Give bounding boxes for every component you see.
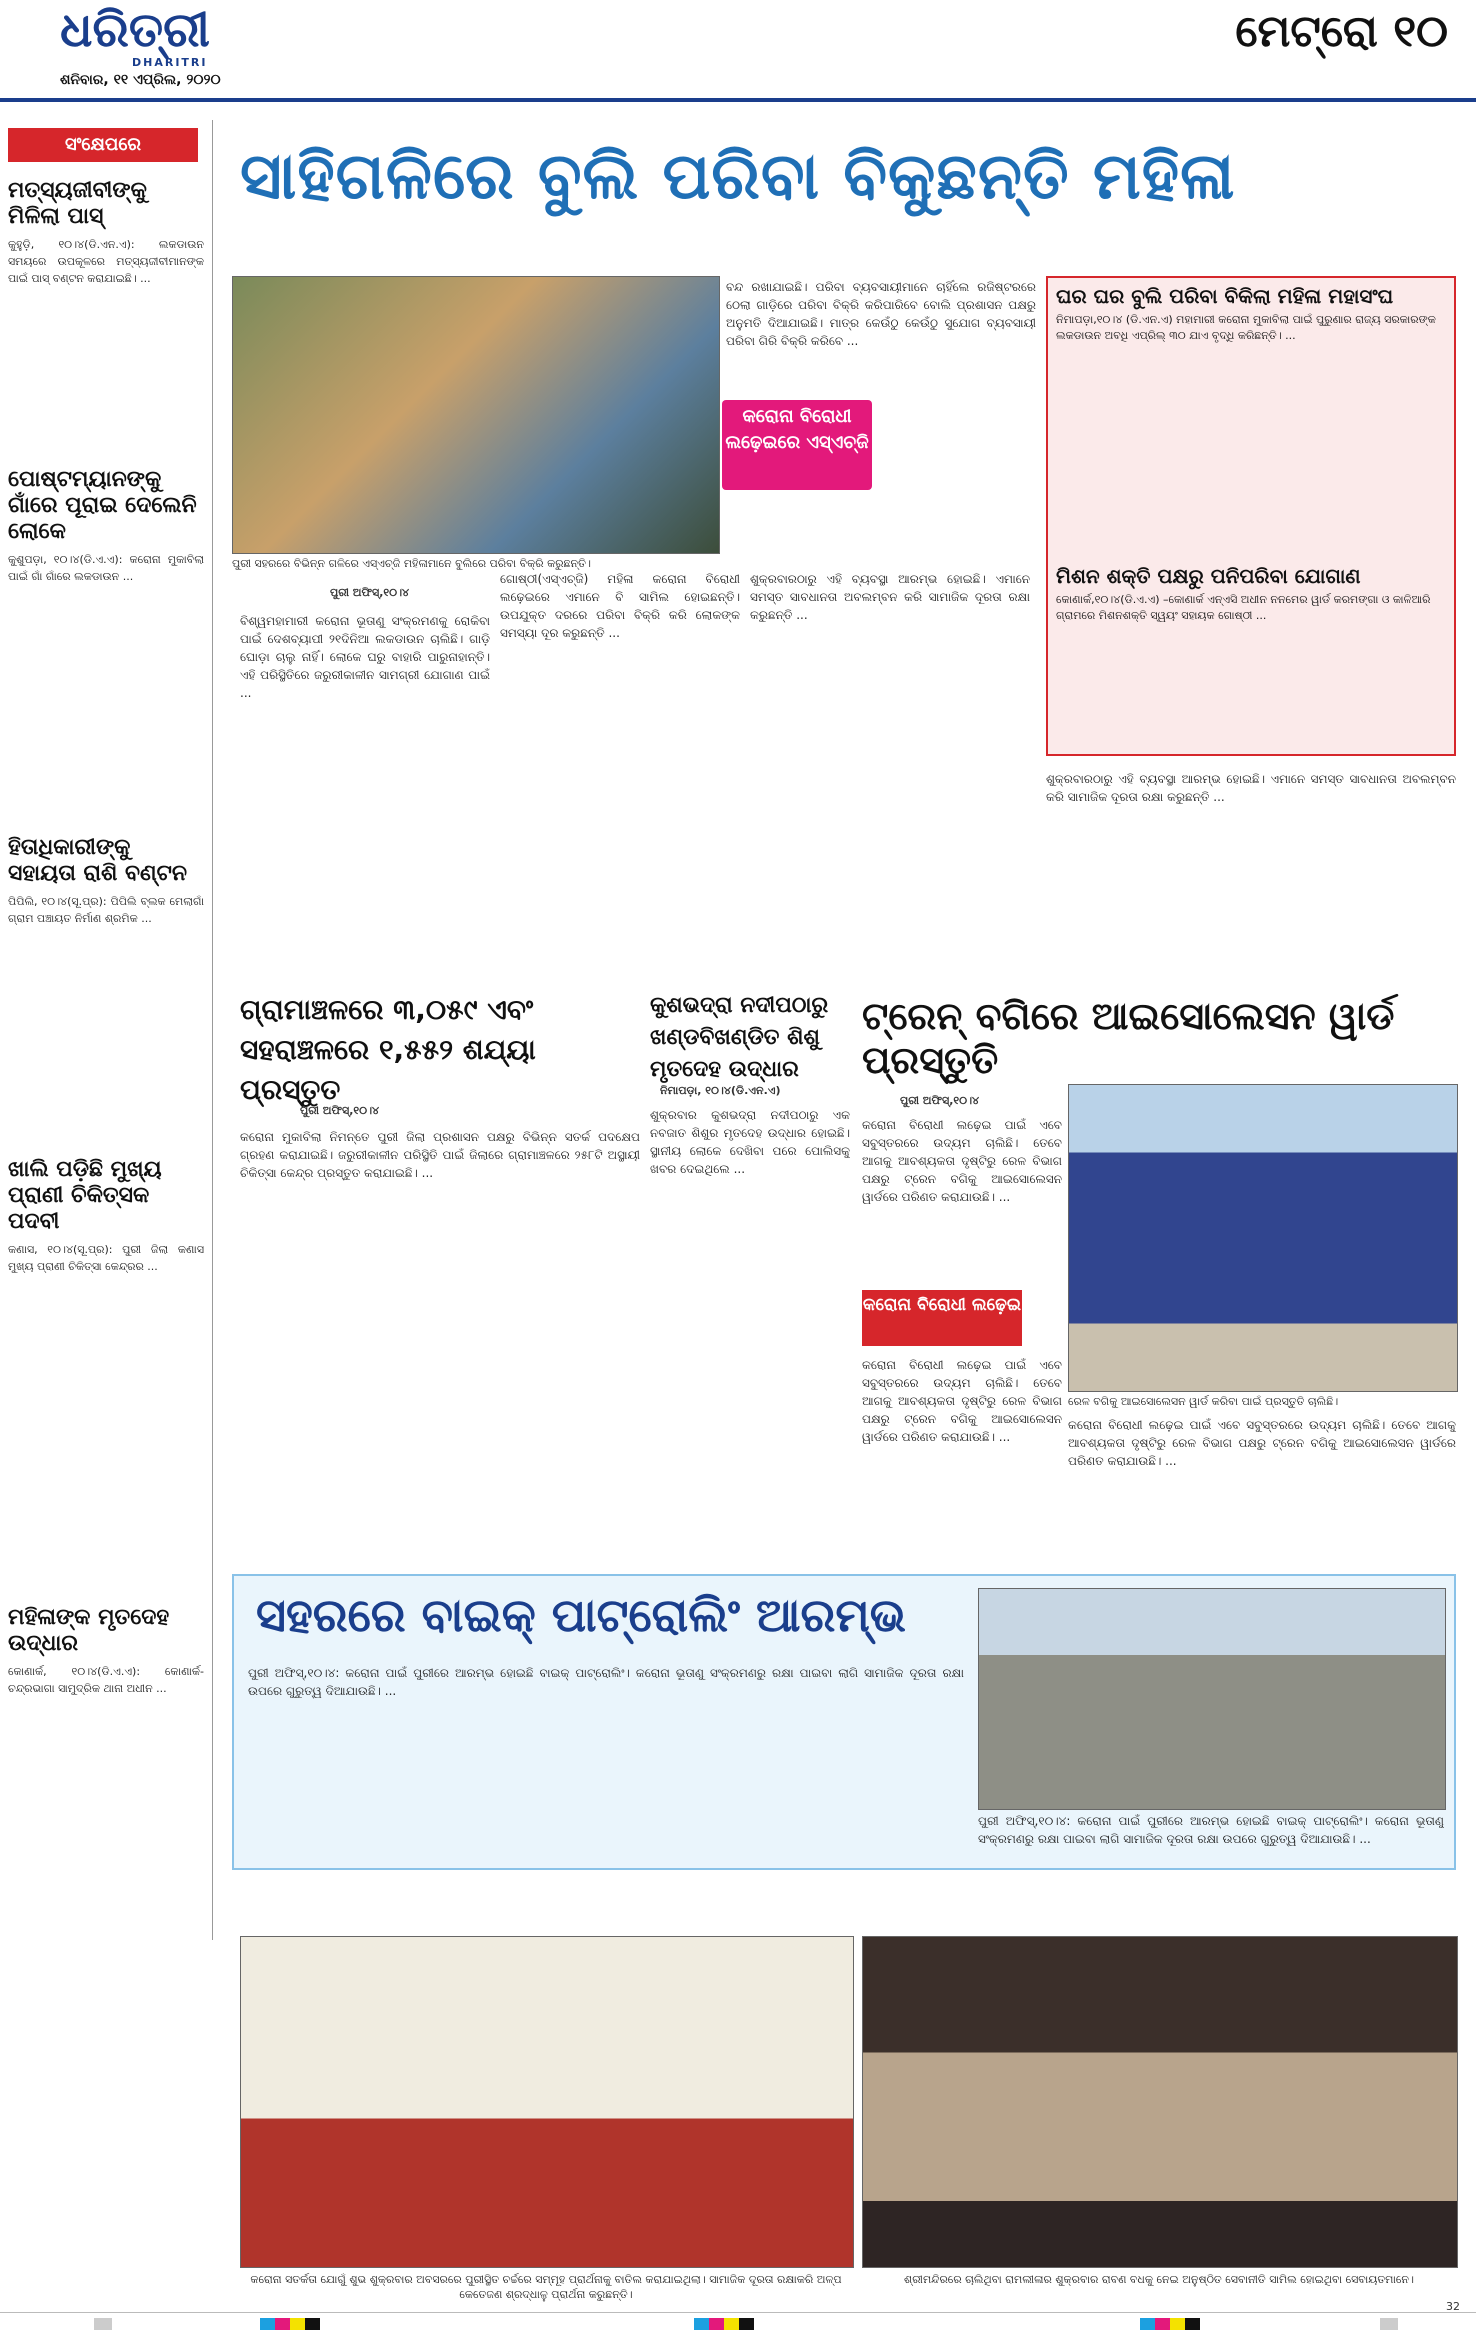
- side-box-title-2: ମିଶନ ଶକ୍ତି ପକ୍ଷରୁ ପନିପରିବା ଯୋଗାଣ: [1056, 564, 1361, 588]
- train-photo-caption: ରେଳ ବଗିକୁ ଆଇସୋଲେସନ ୱାର୍ଡ କରିବା ପାଇଁ ପ୍ରସ୍ତୁତି ଚାଲିଛି।: [1068, 1395, 1339, 1408]
- lead-body-4: ଶୁକ୍ରବାରଠାରୁ ଏହି ବ୍ୟବସ୍ଥା ଆରମ୍ଭ ହୋଇଛି। ଏମାନେ ସମସ୍ତ ସାବଧାନତା ଅବଲମ୍ବନ କରି ସାମାଜିକ ଦୂରତା ରକ୍ଷା କରୁଛନ୍ତି ...: [750, 572, 1030, 622]
- bike-patrol-photo: [978, 1588, 1446, 1810]
- river-byline: ନିମାପଡ଼ା, ୧୦।୪(ଡି.ଏନ.ଏ): [660, 1084, 781, 1097]
- church-photo: [240, 1936, 854, 2268]
- vegetable-vendor-photo: [232, 276, 720, 554]
- brief-item: [8, 178, 204, 287]
- bike-body-2: ପୁରୀ ଅଫିସ୍,୧୦।୪: କରୋନା ପାଇଁ ପୁରୀରେ ଆରମ୍ଭ ହୋଇଛି ବାଇକ୍ ପାଟ୍ରୋଲିଂ। କରୋନା ଭୂତାଣୁ ସଂକ୍ରମଣରୁ ରକ୍ଷା ପାଇବା ଲାଗି ସାମାଜିକ ଦୂରତା ରକ୍ଷା ଉପରେ ଗୁରୁତ୍ୱ ଦିଆଯାଉଛି। ...: [978, 1814, 1444, 1846]
- beds-body: କରୋନା ମୁକାବିଲା ନିମନ୍ତେ ପୁରୀ ଜିଲା ପ୍ରଶାସନ ପକ୍ଷରୁ ବିଭିନ୍ନ ସତର୍କ ପଦକ୍ଷେପ ଗ୍ରହଣ କରାଯାଇଛି। ଜରୁରୀକାଳୀନ ପରିସ୍ଥିତି ପାଇଁ ଜିଲାରେ ଗ୍ରାମାଞ୍ଚଳରେ ୨୫୮ଟି ଅସ୍ଥାୟୀ ଚିକିତ୍ସା କେନ୍ଦ୍ର ପ୍ରସ୍ତୁତ କରାଯାଇଛି। ...: [240, 1130, 640, 1180]
- brief-title: ମହିଳାଙ୍କ ମୃତଦେହ ଉଦ୍ଧାର: [8, 1605, 170, 1656]
- brief-text: କୋଣାର୍କ, ୧୦।୪(ଡି.ଏ.ଏ): କୋଣାର୍କ-ଚନ୍ଦ୍ରଭାଗା ସାମୁଦ୍ରିକ ଥାନା ଅଧୀନ ...: [8, 1665, 204, 1695]
- lead-body-2: ବିଶ୍ୱମହାମାରୀ କରୋନା ଭୂତାଣୁ ସଂକ୍ରମଣକୁ ରୋକିବା ପାଇଁ ଦେଶବ୍ୟାପୀ ୨୧ଦିନିଆ ଲକଡାଉନ ଚାଲିଛି। ଗାଡ଼ି ଘୋଡ଼ା ଚାଲୁ ନାହିଁ। ଲୋକେ ଘରୁ ବାହାରି ପାରୁନାହାନ୍ତି। ଏହି ପରିସ୍ଥିତିରେ ଜରୁରୀକାଳୀନ ସାମଗ୍ରୀ ଯୋଗାଣ ପାଇଁ ...: [240, 614, 490, 700]
- bike-body: ପୁରୀ ଅଫିସ୍,୧୦।୪: କରୋନା ପାଇଁ ପୁରୀରେ ଆରମ୍ଭ ହୋଇଛି ବାଇକ୍ ପାଟ୍ରୋଲିଂ। କରୋନା ଭୂତାଣୁ ସଂକ୍ରମଣରୁ ରକ୍ଷା ପାଇବା ଲାଗି ସାମାଜିକ ଦୂରତା ରକ୍ଷା ଉପରେ ଗୁରୁତ୍ୱ ଦିଆଯାଉଛି। ...: [248, 1666, 964, 1698]
- beds-byline: ପୁରୀ ଅଫିସ୍,୧୦।୪: [300, 1104, 380, 1117]
- registration-mark: [260, 2318, 320, 2330]
- column-divider: [212, 120, 213, 1940]
- page-number: 32: [1446, 2300, 1460, 2313]
- temple-photo: [862, 1936, 1458, 2268]
- brief-item: [8, 1605, 204, 1697]
- train-coach-photo: [1068, 1084, 1458, 1392]
- brief-title: ପୋଷ୍ଟମ୍ୟାନଙ୍କୁ ଗାଁରେ ପୂରାଇ ଦେଲେନି ଲୋକେ: [8, 467, 197, 544]
- train-byline: ପୁରୀ ଅଫିସ୍,୧୦।୪: [900, 1094, 980, 1107]
- train-body-2: କରୋନା ବିରୋଧୀ ଲଢ଼େଇ ପାଇଁ ଏବେ ସବୁସ୍ତରରେ ଉଦ୍ୟମ ଚାଲିଛି। ତେବେ ଆଗକୁ ଆବଶ୍ୟକତା ଦୃଷ୍ଟିରୁ ରେଳ ବିଭାଗ ପକ୍ଷରୁ ଟ୍ରେନ ବଗିକୁ ଆଇସୋଲେସନ ୱାର୍ଡରେ ପରିଣତ କରାଯାଉଛି। ...: [862, 1358, 1062, 1444]
- lead-photo-caption: ପୁରୀ ସହରରେ ବିଭିନ୍ନ ଗଳିରେ ଏସ୍ଏଚ୍‌ଜି ମହିଳାମାନେ ବୁଲିରେ ପରିବା ବିକ୍ରି କରୁଛନ୍ତି।: [232, 557, 591, 570]
- train-body: କରୋନା ବିରୋଧୀ ଲଢ଼େଇ ପାଇଁ ଏବେ ସବୁସ୍ତରରେ ଉଦ୍ୟମ ଚାଲିଛି। ତେବେ ଆଗକୁ ଆବଶ୍ୟକତା ଦୃଷ୍ଟିରୁ ରେଳ ବିଭାଗ ପକ୍ଷରୁ ଟ୍ରେନ ବଗିକୁ ଆଇସୋଲେସନ ୱାର୍ଡରେ ପରିଣତ କରାଯାଉଛି। ...: [862, 1118, 1062, 1204]
- temple-caption: ଶ୍ରୀମନ୍ଦିରରେ ଚାଲିଥିବା ରାମଲୀଳାର ଶୁକ୍ରବାର ରାବଣ ବଧକୁ ନେଇ ଅନୁଷ୍ଠିତ ସେବାନୀତି ସାମିଲ ହୋଇଥିବା ସେବାୟତମାନେ।: [904, 2273, 1414, 2286]
- train-headline: ଟ୍ରେନ୍ ବଗିରେ ଆଇସୋଲେସନ ୱାର୍ଡ ପ୍ରସ୍ତୁତି: [862, 994, 1395, 1082]
- issue-date: ଶନିବାର, ୧୧ ଏପ୍ରିଲ, ୨୦୨୦: [60, 72, 221, 88]
- brief-item: [8, 1157, 204, 1275]
- registration-mark: [94, 2318, 112, 2330]
- brief-title: ହିତାଧିକାରୀଙ୍କୁ ସହାୟତା ରାଶି ବଣ୍ଟନ: [8, 835, 188, 886]
- masthead-logo: [60, 4, 260, 68]
- brief-text: କୁଶୁପଡ଼ା, ୧୦।୪(ଡି.ଏ.ଏ): କରୋନା ମୁକାବିଲା ପାଇଁ ଗାଁ ଗାଁରେ ଲକଡାଉନ ...: [8, 553, 204, 583]
- side-column-text: ଶୁକ୍ରବାରଠାରୁ ଏହି ବ୍ୟବସ୍ଥା ଆରମ୍ଭ ହୋଇଛି। ଏମାନେ ସମସ୍ତ ସାବଧାନତା ଅବଲମ୍ବନ କରି ସାମାଜିକ ଦୂରତା ରକ୍ଷା କରୁଛନ୍ତି ...: [1046, 772, 1456, 804]
- lead-body-1: ବନ୍ଦ ରଖାଯାଇଛି। ପରିବା ବ୍ୟବସାୟୀମାନେ ଚାହିଁଲେ ରଜିଷ୍ଟରରେ ଠେଲା ଗାଡ଼ିରେ ପରିବା ବିକ୍ରି କରିପାରିବେ ବୋଲି ପ୍ରଶାସନ ପକ୍ଷରୁ ଅନୁମତି ଦିଆଯାଇଛି। ମାତ୍ର କେଉଁଠୁ କେଉଁଠୁ ସୁଯୋଗ ବ୍ୟବସାୟୀ ପରିବା ଗିରି ବିକ୍ରି କରିବେ ...: [726, 280, 1036, 348]
- lead-badge: କରୋନା ବିରୋଧୀ ଲଢ଼େଇରେ ଏସ୍ଏଚ୍‌ଜି: [722, 400, 872, 490]
- registration-mark: [694, 2318, 754, 2330]
- lead-byline: ପୁରୀ ଅଫିସ୍,୧୦।୪: [330, 586, 410, 599]
- briefs-tag: ସଂକ୍ଷେପରେ: [8, 128, 198, 162]
- river-headline: କୁଶଭଦ୍ରା ନଦୀପଠାରୁ ଖଣ୍ଡବିଖଣ୍ଡିତ ଶିଶୁ ମୃତଦେହ ଉଦ୍ଧାର: [650, 993, 829, 1082]
- church-caption: କରୋନା ସତର୍କତା ଯୋଗୁଁ ଶୁଭ ଶୁକ୍ରବାର ଅବସରରେ ପୁରୀସ୍ଥିତ ଚର୍ଚ୍ଚରେ ସମ୍ମୂହ ପ୍ରାର୍ଥନାକୁ ବାତିଲ କରାଯାଇଥିଲା। ସାମାଜିକ ଦୂରତା ରକ୍ଷାକରି ଅଳ୍ପ କେତେଜଣ ଶ୍ରଦ୍ଧାଳୁ ପ୍ରାର୍ଥନା କରୁଛନ୍ତି।: [250, 2273, 842, 2301]
- section-label: ମେଟ୍ରୋ ୧୦: [1235, 6, 1448, 57]
- logo-text: ଧରିତ୍ରୀ: [60, 2, 210, 58]
- side-box-text-1: ନିମାପଡ଼ା,୧୦।୪ (ଡି.ଏନ.ଏ) ମହାମାରୀ କରୋନା ମୁକାବିଲା ପାଇଁ ପୁରୁଣାର ରାଜ୍ୟ ସରକାରଙ୍କ ଲକଡାଉନ ଅବଧି ଏପ୍ରିଲ୍ ୩୦ ଯାଏ ବୃଦ୍ଧି କରିଛନ୍ତି। ...: [1056, 313, 1436, 342]
- train-badge: କରୋନା ବିରୋଧୀ ଲଢ଼େଇ: [862, 1290, 1022, 1346]
- bike-headline: ସହରରେ ବାଇକ୍ ପାଟ୍ରୋଲିଂ ଆରମ୍ଭ: [256, 1588, 906, 1642]
- briefs-column: [8, 170, 204, 1707]
- masthead-rule: [0, 98, 1476, 102]
- brief-title: ମତ୍ସ୍ୟଜୀବୀଙ୍କୁ ମିଳିଲା ପାସ୍: [8, 178, 147, 229]
- footer-rule: [0, 2312, 1476, 2313]
- river-body: ଶୁକ୍ରବାର କୁଶଭଦ୍ରା ନଦୀପଠାରୁ ଏକ ନବଜାତ ଶିଶୁର ମୃତଦେହ ଉଦ୍ଧାର ହୋଇଛି। ସ୍ଥାନୀୟ ଲୋକେ ଦେଖିବା ପରେ ପୋଲିସକୁ ଖବର ଦେଇଥିଲେ ...: [650, 1108, 850, 1176]
- side-box: [1046, 276, 1456, 756]
- brief-item: [8, 835, 204, 927]
- logo-subtitle: DHARITRI: [132, 56, 208, 69]
- brief-text: କୁହୁଡ଼ି, ୧୦।୪(ଡି.ଏନ.ଏ): ଲକଡାଉନ ସମୟରେ ଉପକୂଳରେ ମତ୍ସ୍ୟଜୀବୀମାନଙ୍କ ପାଇଁ ପାସ୍ ବଣ୍ଟନ କରାଯାଇଛି। ...: [8, 238, 204, 285]
- lead-body-3: ଗୋଷ୍ଠୀ(ଏସ୍ଏଚ୍‌ଜି) ମହିଳା କରୋନା ବିରୋଧୀ ଲଢ଼େଇରେ ଏମାନେ ବି ସାମିଲ ହୋଇଛନ୍ତି। ଉପଯୁକ୍ତ ଦରରେ ପରିବା ବିକ୍ରି କରି ଲୋକଙ୍କ ସମସ୍ୟା ଦୂର କରୁଛନ୍ତି ...: [500, 572, 740, 640]
- train-body-3: କରୋନା ବିରୋଧୀ ଲଢ଼େଇ ପାଇଁ ଏବେ ସବୁସ୍ତରରେ ଉଦ୍ୟମ ଚାଲିଛି। ତେବେ ଆଗକୁ ଆବଶ୍ୟକତା ଦୃଷ୍ଟିରୁ ରେଳ ବିଭାଗ ପକ୍ଷରୁ ଟ୍ରେନ ବଗିକୁ ଆଇସୋଲେସନ ୱାର୍ଡରେ ପରିଣତ କରାଯାଉଛି। ...: [1068, 1418, 1456, 1468]
- brief-text: ପିପିଲି, ୧୦।୪(ସୂ.ପ୍ର): ପିପିଲି ବ୍ଲକ ମେଲାଗାଁ ଗ୍ରାମ ପଞ୍ଚାୟତ ନିର୍ମାଣ ଶ୍ରମିକ ...: [8, 895, 204, 925]
- brief-title: ଖାଲି ପଡ଼ିଛି ମୁଖ୍ୟ ପ୍ରାଣୀ ଚିକିତ୍ସକ ପଦବୀ: [8, 1157, 162, 1234]
- beds-headline: ଗ୍ରାମାଞ୍ଚଳରେ ୩,୦୫୯ ଏବଂ ସହରାଞ୍ଚଳରେ ୧,୫୫୨ ଶଯ୍ୟା ପ୍ରସ୍ତୁତ: [240, 993, 536, 1106]
- side-box-title-1: ଘର ଘର ବୁଲି ପରିବା ବିକିଲା ମହିଳା ମହାସଂଘ: [1056, 284, 1394, 308]
- registration-mark: [1140, 2318, 1200, 2330]
- brief-text: କଣାସ, ୧୦।୪(ସୂ.ପ୍ର): ପୁରୀ ଜିଲା କଣାସ ମୁଖ୍ୟ ପ୍ରାଣୀ ଚିକିତ୍ସା କେନ୍ଦ୍ରର ...: [8, 1243, 204, 1273]
- lead-headline: ସାହିଗଳିରେ ବୁଲି ପରିବା ବିକୁଛନ୍ତି ମହିଳା: [240, 140, 1236, 214]
- side-box-text-2: କୋଣାର୍କ,୧୦।୪(ଡି.ଏ.ଏ) –କୋଣାର୍କ ଏନ୍‌ଏସି ଅଧୀନ ନନମେର ୱାର୍ଡ କରମଙ୍ଗା ଓ କାଳିଆରି ଗ୍ରାମରେ ମିଶନଶକ୍ତି ସ୍ୱୟଂ ସହାୟକ ଗୋଷ୍ଠୀ ...: [1056, 593, 1431, 622]
- registration-mark: [1380, 2318, 1398, 2330]
- brief-item: [8, 467, 204, 585]
